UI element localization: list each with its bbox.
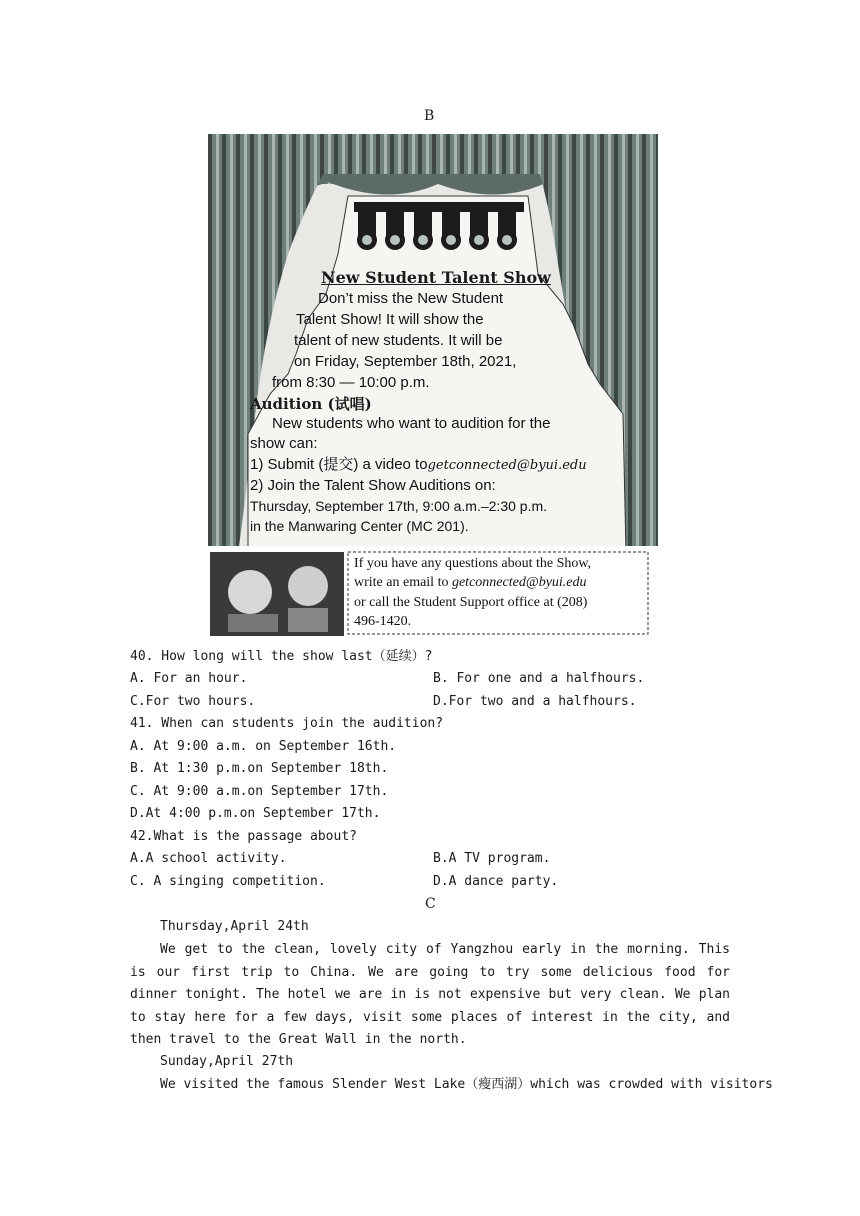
option: D.A dance party. [433,874,559,889]
talent-show-poster [208,134,658,636]
section-letter-b: B [424,108,435,124]
contact-line-text: write an email to [354,575,449,590]
question-41: 41. When can students join the audition? [130,716,444,731]
option: D.For two and a halfhours. [433,694,637,709]
poster-line: Talent Show! It will show the [296,311,484,328]
option: A. At 9:00 a.m. on September 16th. [130,739,397,754]
audition-email: getconnected@byui.edu [427,458,587,473]
option: D.At 4:00 p.m.on September 17th. [130,806,381,821]
audition-item-2: 2) Join the Talent Show Auditions on: [250,477,496,494]
option: B. At 1:30 p.m.on September 18th. [130,761,389,776]
option: A.A school activity. [130,851,287,866]
contact-line [354,573,587,592]
poster-line: from 8:30 — 10:00 p.m. [272,374,430,391]
contact-line: If you have any questions about the Show, [354,556,592,571]
option: B.A TV program. [433,851,551,866]
contact-email: getconnected@byui.edu [451,575,587,590]
contact-line: 496-1420. [354,614,412,629]
option: B. For one and a halfhours. [433,671,645,686]
audition-item-1-text: 1) Submit (提交) a video to [250,456,428,473]
diary-date: Thursday,April 24th [160,919,309,934]
question-42: 42.What is the passage about? [130,829,357,844]
option: C.For two hours. [130,694,256,709]
contact-line: or call the Student Support office at (208) [354,595,588,610]
audition-heading: Audition (试唱) [250,395,372,413]
poster-line: Don’t miss the New Student [318,290,504,307]
poster-title: New Student Talent Show [321,268,551,287]
poster-line: on Friday, September 18th, 2021, [294,353,517,370]
audition-intro: New students who want to audition for the [272,415,551,432]
option: C. At 9:00 a.m.on September 17th. [130,784,389,799]
diary-paragraph: We get to the clean, lovely city of Yangzhou early in the morning. This is our first trip to China. We are going to try some delicious food for dinner tonight. The hotel we are in is not expensive but very clean. We plan to stay here for a few days, visit some places of interest in the city, and then travel to the Great Wall in the north. [130,942,730,1048]
diary-paragraph-start: We visited the famous Slender West Lake（瘦西湖）which was crowded with visitors [160,1077,773,1092]
option: A. For an hour. [130,671,248,686]
audition-item-2-place: in the Manwaring Center (MC 201). [250,518,469,534]
audition-item-2-date: Thursday, September 17th, 9:00 a.m.–2:30 p.m. [250,498,548,514]
poster-line: talent of new students. It will be [294,332,503,349]
audition-intro: show can: [250,435,318,452]
audition-item-1 [250,455,587,476]
question-40: 40. How long will the show last（延续）? [130,649,433,664]
diary-date: Sunday,April 27th [160,1054,294,1069]
option: C. A singing competition. [130,874,326,889]
section-letter-c: C [425,896,436,912]
